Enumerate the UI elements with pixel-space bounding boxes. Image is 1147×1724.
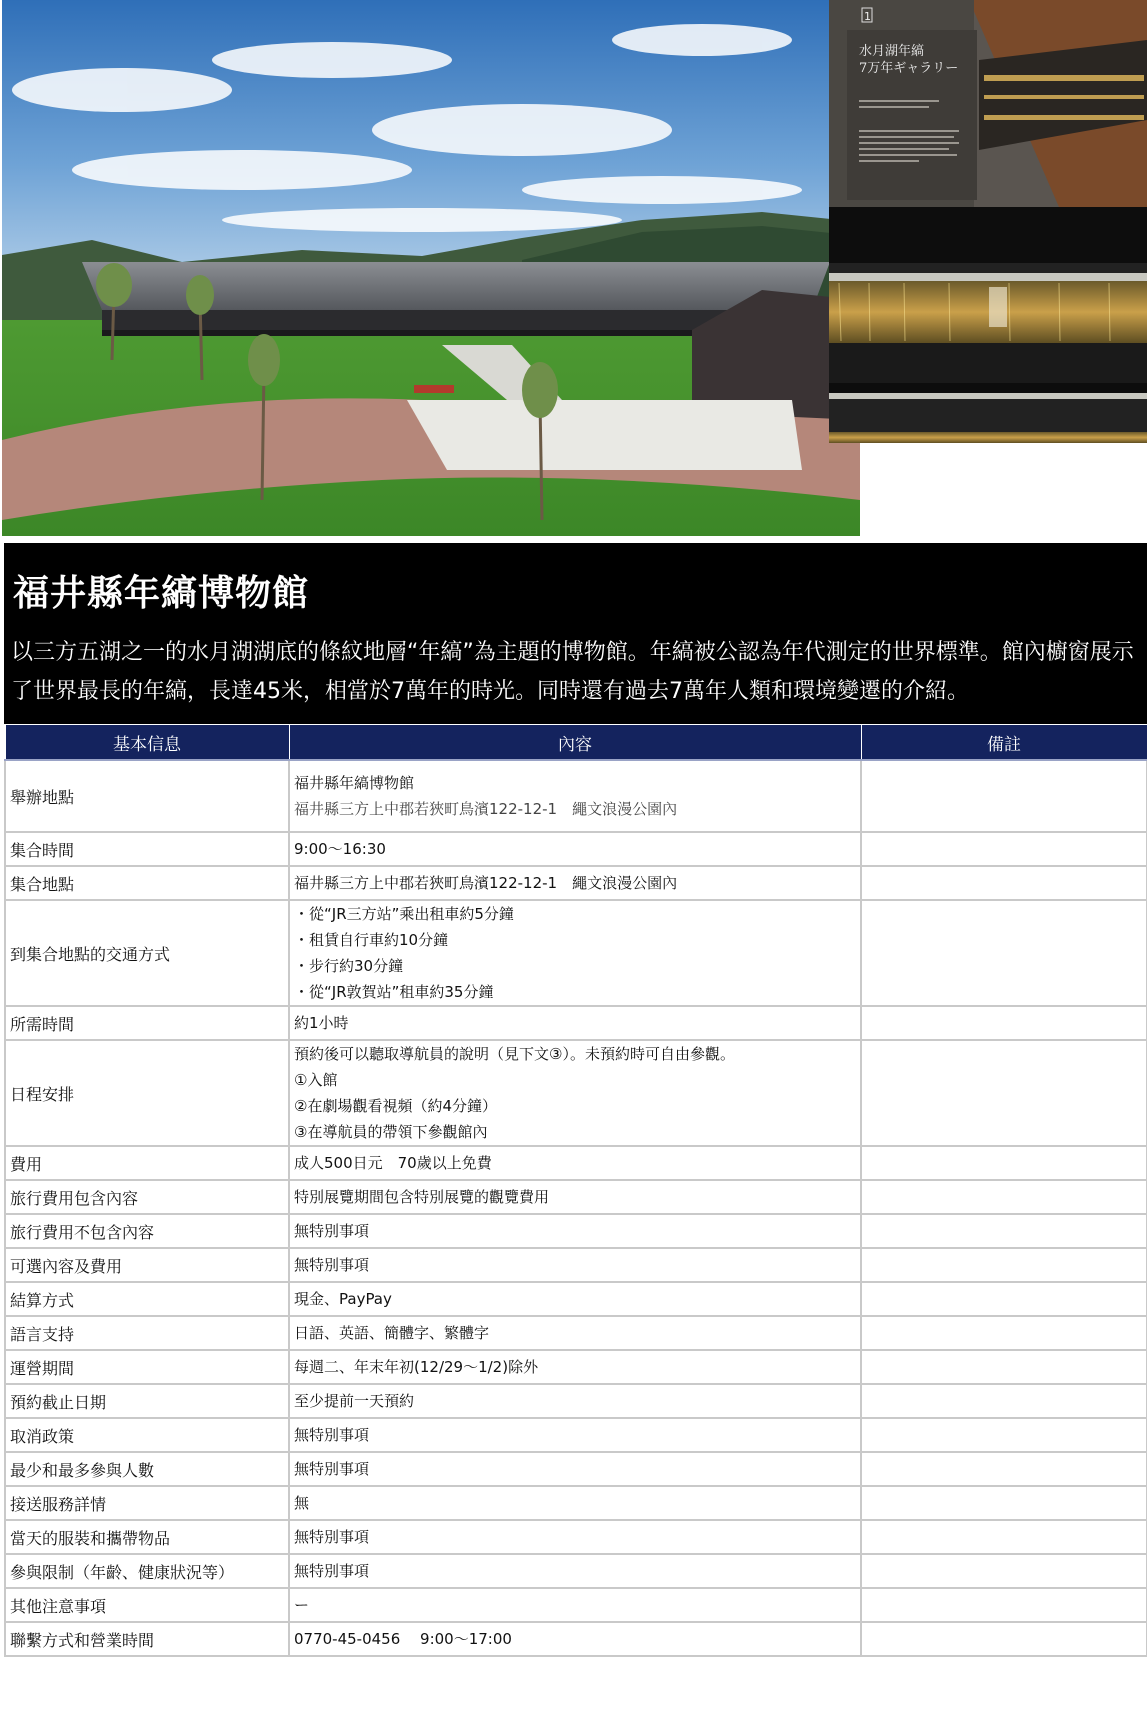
row-remarks: [861, 1248, 1147, 1282]
content-line: 福井縣三方上中郡若狹町鳥濱122-12-1 繩文浪漫公園內: [294, 874, 678, 892]
table-row: [5, 1040, 1147, 1146]
content-line: 9:00～16:30: [294, 840, 386, 858]
content-line: 無特別事項: [294, 1256, 370, 1274]
row-remarks: [861, 1316, 1147, 1350]
header-remarks: 備註: [861, 725, 1147, 761]
row-label: 聯繫方式和營業時間: [5, 1622, 289, 1656]
content-line: ①入館: [294, 1071, 338, 1089]
table-row: [5, 1350, 1147, 1384]
table-row: [5, 1180, 1147, 1214]
row-content: [289, 1282, 861, 1316]
table-row: [5, 1282, 1147, 1316]
content-line: 約1小時: [294, 1014, 349, 1032]
row-remarks: [861, 1214, 1147, 1248]
row-remarks: [861, 1622, 1147, 1656]
content-line: ②在劇場觀看視頻（約4分鐘）: [294, 1097, 497, 1115]
content-line: 無: [294, 1494, 310, 1512]
row-content: [289, 1554, 861, 1588]
table-row: [5, 866, 1147, 900]
row-label: 取消政策: [5, 1418, 289, 1452]
info-table: [4, 724, 1147, 1657]
row-remarks: [861, 866, 1147, 900]
table-header-row: [5, 725, 1147, 761]
content-line: ・步行約30分鐘: [294, 957, 404, 975]
row-label: 旅行費用不包含內容: [5, 1214, 289, 1248]
row-label: 日程安排: [5, 1040, 289, 1146]
row-remarks: [861, 1520, 1147, 1554]
table-row: [5, 1622, 1147, 1656]
row-content: [289, 1486, 861, 1520]
table-row: [5, 1452, 1147, 1486]
row-content: [289, 1520, 861, 1554]
row-remarks: [861, 1006, 1147, 1040]
row-remarks: [861, 1554, 1147, 1588]
content-line: ・從“JR三方站”乘出租車約5分鐘: [294, 905, 514, 923]
row-content: [289, 1040, 861, 1146]
row-label: 運營期間: [5, 1350, 289, 1384]
content-line: 無特別事項: [294, 1426, 370, 1444]
row-remarks: [861, 1350, 1147, 1384]
table-row: [5, 1418, 1147, 1452]
museum-exterior-photo: [2, 0, 860, 536]
row-content: [289, 866, 861, 900]
table-row: [5, 1520, 1147, 1554]
row-label: 集合時間: [5, 832, 289, 866]
row-remarks: [861, 1282, 1147, 1316]
content-line: ー: [294, 1596, 310, 1614]
row-content: [289, 900, 861, 1006]
row-remarks: [861, 1588, 1147, 1622]
table-row: [5, 1384, 1147, 1418]
content-line: 每週二、年末年初(12/29～1/2)除外: [294, 1358, 539, 1376]
row-content: [289, 1418, 861, 1452]
varve-closeup-photo: [829, 207, 1147, 443]
row-content: [289, 1588, 861, 1622]
gallery-interior-photo: [829, 0, 1147, 207]
content-line: ③在導航員的帶領下參觀館內: [294, 1123, 488, 1141]
row-content: [289, 760, 861, 832]
header-content: 內容: [289, 725, 861, 761]
content-line: 預約後可以聽取導航員的說明（見下文③）。未預約時可自由參觀。: [294, 1045, 735, 1063]
row-remarks: [861, 1146, 1147, 1180]
photo-collage: [0, 0, 1147, 540]
photo-whitespace: [860, 443, 1147, 540]
table-row: [5, 1146, 1147, 1180]
row-remarks: [861, 832, 1147, 866]
row-label: 費用: [5, 1146, 289, 1180]
row-content: [289, 1350, 861, 1384]
row-content: [289, 1006, 861, 1040]
title-banner: [4, 543, 1147, 724]
row-label: 語言支持: [5, 1316, 289, 1350]
row-remarks: [861, 1452, 1147, 1486]
row-label: 最少和最多參與人數: [5, 1452, 289, 1486]
content-line: 特別展覽期間包含特別展覽的觀覽費用: [294, 1188, 550, 1206]
content-line: ・從“JR敦賀站”租車約35分鐘: [294, 983, 494, 1001]
header-basic-info: 基本信息: [5, 725, 289, 761]
row-content: [289, 1452, 861, 1486]
panel-number-text: 1: [864, 10, 871, 23]
museum-description: 以三方五湖之一的水月湖湖底的條紋地層“年縞”為主題的博物館。年縞被公認為年代測定的世界標準。館內櫥窗展示了世界最長的年縞，長達45米，相當於7萬年的時光。同時還有過去7萬年人類和環境變遷的介紹。: [11, 640, 1134, 704]
panel-title-line-2: 7万年ギャラリー: [859, 61, 959, 76]
table-row: [5, 1588, 1147, 1622]
content-line: ・租賃自行車約10分鐘: [294, 931, 449, 949]
row-label: 參與限制（年齡、健康狀況等）: [5, 1554, 289, 1588]
row-content: [289, 1384, 861, 1418]
table-row: [5, 1214, 1147, 1248]
row-content: [289, 1180, 861, 1214]
content-line: 福井縣三方上中郡若狹町鳥濱122-12-1 繩文浪漫公園內: [294, 800, 678, 818]
content-line: 現金、PayPay: [294, 1290, 392, 1308]
content-line: 日語、英語、簡體字、繁體字: [294, 1324, 490, 1342]
content-line: 無特別事項: [294, 1222, 370, 1240]
table-row: [5, 832, 1147, 866]
row-remarks: [861, 1384, 1147, 1418]
table-row: [5, 1554, 1147, 1588]
row-content: [289, 1214, 861, 1248]
table-row: [5, 1248, 1147, 1282]
row-label: 可選內容及費用: [5, 1248, 289, 1282]
page-title: 福井縣年縞博物館: [13, 573, 310, 614]
content-line: 至少提前一天預約: [294, 1392, 415, 1410]
table-row: [5, 1486, 1147, 1520]
row-content: [289, 832, 861, 866]
table-row: [5, 900, 1147, 1006]
panel-title-line-1: 水月湖年縞: [859, 44, 925, 59]
row-remarks: [861, 1040, 1147, 1146]
row-remarks: [861, 900, 1147, 1006]
row-content: [289, 1248, 861, 1282]
row-remarks: [861, 760, 1147, 832]
row-label: 旅行費用包含內容: [5, 1180, 289, 1214]
row-content: [289, 1622, 861, 1656]
content-line: 無特別事項: [294, 1528, 370, 1546]
row-remarks: [861, 1180, 1147, 1214]
row-content: [289, 1146, 861, 1180]
content-line: 無特別事項: [294, 1562, 370, 1580]
table-row: [5, 1006, 1147, 1040]
row-label: 預約截止日期: [5, 1384, 289, 1418]
row-label: 結算方式: [5, 1282, 289, 1316]
content-line: 成人500日元 70歲以上免費: [294, 1154, 492, 1172]
row-label: 當天的服裝和攜帶物品: [5, 1520, 289, 1554]
row-label: 到集合地點的交通方式: [5, 900, 289, 1006]
row-remarks: [861, 1486, 1147, 1520]
info-table-body: [5, 760, 1147, 1656]
content-line: 無特別事項: [294, 1460, 370, 1478]
row-label: 舉辦地點: [5, 760, 289, 832]
row-label: 其他注意事項: [5, 1588, 289, 1622]
row-label: 接送服務詳情: [5, 1486, 289, 1520]
content-line: 0770-45-0456 9:00～17:00: [294, 1630, 512, 1648]
row-content: [289, 1316, 861, 1350]
row-label: 集合地點: [5, 866, 289, 900]
table-row: [5, 760, 1147, 832]
content-line: 福井縣年縞博物館: [294, 774, 415, 792]
row-label: 所需時間: [5, 1006, 289, 1040]
row-remarks: [861, 1418, 1147, 1452]
table-row: [5, 1316, 1147, 1350]
